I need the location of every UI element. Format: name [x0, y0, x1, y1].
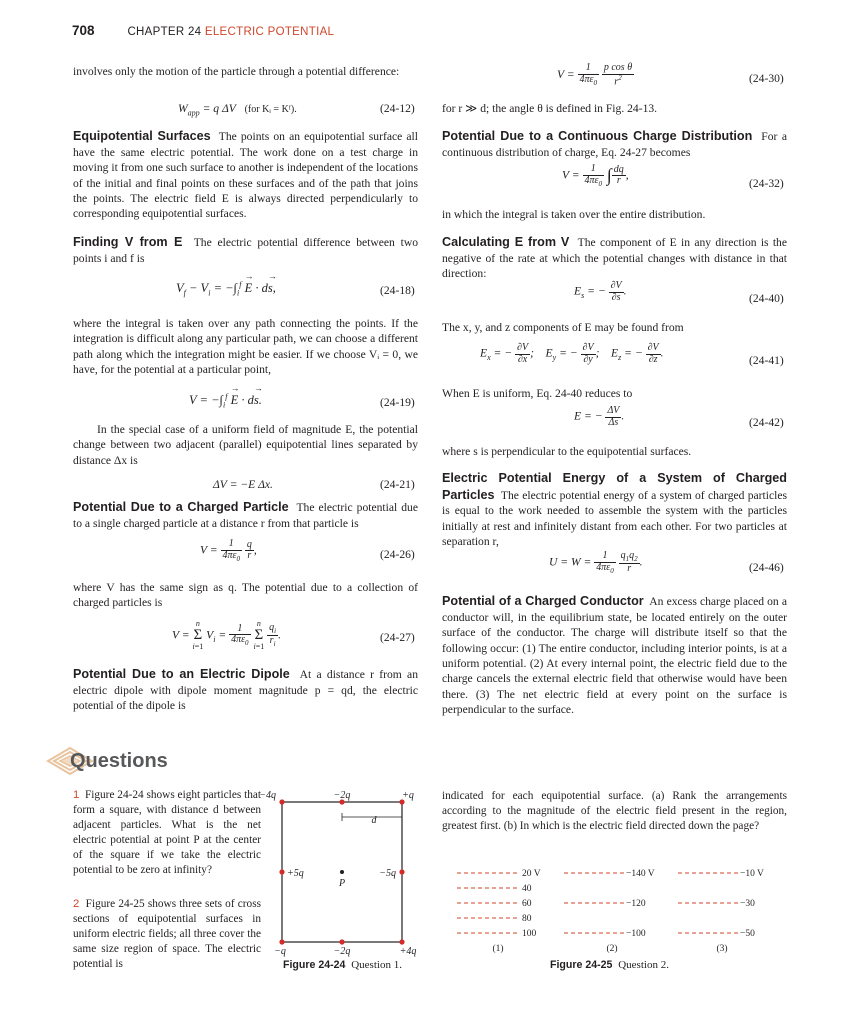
figure-24-25-caption: [550, 957, 669, 973]
set1-value-5: 100: [522, 929, 537, 939]
set1-value-1: 20 V: [522, 869, 541, 879]
figure-24-25: [452, 864, 792, 956]
heading-calculating-e: Calculating E from V: [442, 235, 570, 249]
charge-label-tr: +q: [402, 790, 414, 801]
charge-label-ml: +5q: [287, 868, 304, 879]
section-energy: [442, 470, 787, 550]
figure-24-24-label: Figure 24-24: [283, 959, 346, 971]
charge-top-left: [279, 799, 284, 804]
charge-label-bm: −2q: [333, 946, 351, 957]
set2-value-1: −140 V: [626, 869, 655, 879]
figure-24-24: [259, 790, 422, 958]
eq-number-24-30: (24-30): [749, 72, 784, 85]
charge-middle-right: [399, 869, 404, 874]
paragraph-sign: where V has the same sign as q. The potential due to a collection of charged particles is: [73, 581, 418, 610]
figure-24-25-label: Figure 24-25: [550, 959, 613, 971]
figure-24-25-text: Question 2.: [618, 959, 669, 971]
paragraph-s-perp: where s is perpendicular to the equipotential surfaces.: [442, 445, 692, 458]
heading-equipotential: Equipotential Surfaces: [73, 129, 211, 143]
charge-bottom-left: [279, 939, 284, 944]
set1-value-3: 60: [522, 899, 532, 909]
eq12-note: (for Kᵢ = Kᶠ).: [244, 104, 297, 115]
text-dipole: At a distance r from an electric dipole with dipole moment magnitude p = qd, the electric potential of the dipole is: [73, 668, 418, 713]
figure-24-24-caption: [283, 957, 402, 973]
set2-value-2: −120: [626, 899, 646, 909]
charge-bottom-middle: [339, 939, 344, 944]
chapter-label: [127, 26, 334, 38]
text-calculating-e: The component of E in any direction is the negative of the rate at which the potential changes with distance in that direction:: [442, 236, 787, 281]
eq-number-24-21: (24-21): [380, 478, 415, 491]
equation-24-18: $V_f - V_i = -\int_i^f \to E \cdot d\to s$,: [176, 280, 276, 299]
eq-number-24-18: (24-18): [380, 284, 415, 297]
paragraph-intro: involves only the motion of the particle through a potential difference:: [73, 65, 400, 78]
figure-24-24-text: Question 1.: [351, 959, 402, 971]
paragraph-special-case: In the special case of a uniform field of magnitude E, the potential change between two adjacent (parallel) equipotential lines separated by distance Δx is: [73, 423, 418, 467]
question-2-text: Figure 24-25 shows three sets of cross sections of equipotential surfaces in uniform electric fields; all three cover the same size region of space. The electric potential is: [73, 898, 261, 971]
charge-label-bl: −q: [274, 946, 286, 957]
chapter-title: ELECTRIC POTENTIAL: [204, 26, 335, 38]
heading-charged-particle: Potential Due to a Charged Particle: [73, 500, 289, 514]
question-2-number: 2: [73, 898, 80, 910]
section-dipole: [73, 666, 418, 714]
equation-24-26: V = $\frac{1}{4\pi\varepsilon_0}$ $\frac{q}{r}$ ,: [200, 538, 257, 563]
charge-bottom-right: [399, 939, 404, 944]
charge-label-tl: −4q: [259, 790, 276, 801]
point-p: [340, 870, 344, 874]
eq-number-24-41: (24-41): [749, 354, 784, 367]
heading-finding-v: Finding V from E: [73, 235, 183, 249]
question-2: [73, 897, 261, 972]
eq-number-24-26: (24-26): [380, 548, 415, 561]
text-equipotential: The points on an equipotential surface all have the same electric potential. The work done on a test charge in moving it from one such surface to another is independent of the locations of the initial and final points on these surfaces and of the path that joins the points. The electric field E is always directed perpendicularly to corresponding equipotential surfaces.: [73, 130, 418, 221]
eq-number-24-19: (24-19): [380, 396, 415, 409]
equation-24-46: U = W = $\frac{1}{4\pi\varepsilon_0}$ $\frac{q_1q_2}{r}$ .: [549, 550, 643, 575]
distance-d-label: d: [371, 815, 377, 826]
charge-label-tm: −2q: [333, 790, 351, 801]
page-number: 708: [72, 23, 95, 38]
set1-label: (1): [492, 944, 504, 954]
heading-continuous: Potential Due to a Continuous Charge Distribution: [442, 129, 753, 143]
text-energy: The electric potential energy of a system of charged particles is equal to the work needed to assemble the system with the particles initially at rest and infinitely distant from each other. For two particles at separation r,: [442, 488, 787, 549]
paragraph-where-integral: where the integral is taken over any path connecting the points. If the integration is difficult along any particular path, we can choose a different path along which the integration might be easier. If we choose Vᵢ = 0, we have, for the potential at a particular point,: [73, 317, 418, 377]
charge-label-mr: −5q: [379, 868, 396, 879]
eq-number-24-46: (24-46): [749, 561, 784, 574]
page-header: [72, 22, 334, 40]
text-conductor: An excess charge placed on a conductor will, in the equilibrium state, be located entirely on the outer surface of the conductor. The charge will distribute itself so that the following occur: (1) The entire conductor, including interior points, is at a uniform potential. (2) At every internal point, the electric field due to the charge cancels the external electric field that otherwise would have been there. (3) The net electric field at every point on the surface is perpendicular to the surface.: [442, 595, 787, 717]
eq-number-24-32: (24-32): [749, 177, 784, 190]
point-p-label: P: [338, 878, 346, 889]
section-conductor: [442, 593, 787, 718]
equation-24-40: $E_s$ = − $\frac{\partial V}{\partial s}$ .: [574, 280, 627, 303]
equation-24-42: E = − $\frac{\Delta V}{\Delta s}$ .: [574, 405, 625, 428]
section-finding-v: [73, 234, 418, 266]
question-2-continued: indicated for each equipotential surface. (a) Rank the arrangements according to the magnitude of the electric field present in the region, greatest first. (b) In which is the electric field directed down the page?: [442, 790, 787, 833]
set3-value-1: −10 V: [740, 869, 764, 879]
set3-label: (3): [716, 944, 728, 954]
equation-24-30: V = $\frac{1}{4\pi\varepsilon_0}$ $\frac{\text{p cos θ}}{r^2}$: [557, 62, 633, 87]
set2-value-3: −100: [626, 929, 646, 939]
set1-value-4: 80: [522, 914, 532, 924]
set3-value-3: −50: [740, 929, 755, 939]
paragraph-for-r: for r ≫ d; the angle θ is defined in Fig. 24-13.: [442, 102, 658, 115]
question-1-text: Figure 24-24 shows eight particles that form a square, with distance d between adjacent particles. What is the net electric potential at point P at the center of the square if we take the electric potential to be zero at infinity?: [73, 789, 262, 877]
section-charged-particle: [73, 499, 418, 531]
question-1: [73, 788, 261, 878]
heading-energy: Electric Potential Energy of a System of Charged Particles: [442, 471, 787, 502]
eq-number-24-12: (24-12): [380, 102, 415, 115]
equation-24-27: V = n Σ i=1 $V_i$ = $\frac{1}{4\pi\varepsilon_0}$ n Σ i=1 $\frac{q_i}{r_i}$ .: [172, 619, 281, 652]
charge-middle-left: [279, 869, 284, 874]
section-equipotential: [73, 128, 418, 222]
set1-value-2: 40: [522, 884, 532, 894]
questions-title: Questions: [70, 750, 168, 772]
equation-24-32: V = $\frac{1}{4\pi\varepsilon_0}$ ∫ $\frac{dq}{r}$ ,: [562, 163, 629, 188]
set3-value-2: −30: [740, 899, 755, 909]
eq-number-24-27: (24-27): [380, 631, 415, 644]
section-calculating-e: [442, 234, 787, 282]
heading-dipole: Potential Due to an Electric Dipole: [73, 667, 290, 681]
text-charged-particle: The electric potential due to a single charged particle at a distance r from that particle is: [73, 501, 418, 530]
set2-label: (2): [606, 944, 618, 954]
chapter-prefix: CHAPTER 24: [127, 26, 202, 38]
text-continuous: For a continuous distribution of charge, Eq. 24-27 becomes: [442, 130, 787, 159]
heading-conductor: Potential of a Charged Conductor: [442, 594, 644, 608]
question-1-number: 1: [73, 789, 80, 801]
equation-24-19: $V = -\int_i^f \to E \cdot d\to s$.: [189, 392, 262, 411]
eq-number-24-42: (24-42): [749, 416, 784, 429]
paragraph-uniform: When E is uniform, Eq. 24-40 reduces to: [442, 387, 633, 400]
text-finding-v: The electric potential difference between two points i and f is: [73, 236, 419, 265]
paragraph-integral: in which the integral is taken over the entire distribution.: [442, 208, 706, 221]
equation-24-41: $E_x$ = − $\frac{\partial V}{\partial x}$ ; $E_y$ = − $\frac{\partial V}{\partial y}$ ; $E_z$ = − $\frac{\partial V}{\partial z}$ .: [480, 342, 664, 365]
charge-label-br: +4q: [399, 946, 417, 957]
section-continuous: [442, 128, 787, 160]
eq-number-24-40: (24-40): [749, 292, 784, 305]
equation-24-12: $W_{app} = q$ ΔV (for Kᵢ = Kᶠ).: [178, 102, 297, 118]
equation-24-21: ΔV = −E Δx.: [213, 478, 273, 491]
paragraph-xyz: The x, y, and z components of E may be found from: [442, 321, 684, 334]
